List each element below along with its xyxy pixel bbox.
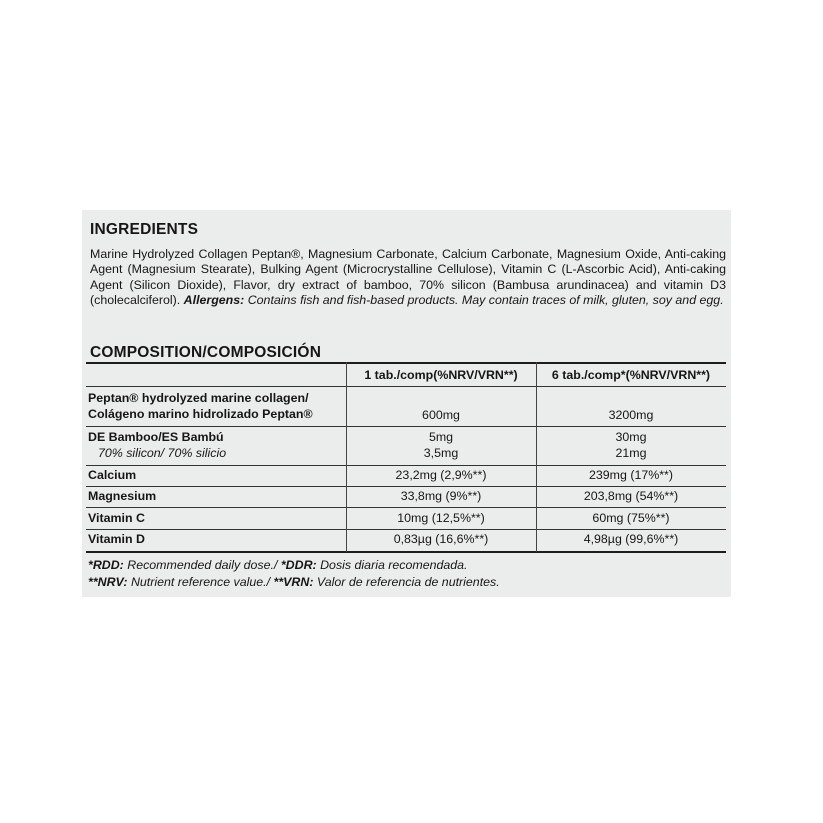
- row-collagen-value-2: 3200mg: [608, 408, 654, 422]
- row-collagen-label-1: Peptan® hydrolyzed marine collagen/: [88, 391, 309, 405]
- row-bamboo-value-2: 30mg: [615, 430, 647, 444]
- row-silicon-value-1: 3,5mg: [423, 446, 459, 460]
- ddr-text: Dosis diaria recomendada.: [320, 558, 468, 572]
- row-calcium-value-2: 239mg (17%**): [588, 468, 674, 482]
- allergens-label: Allergens:: [183, 293, 245, 308]
- row-rule: [86, 465, 726, 466]
- footnote-nrv: [88, 574, 500, 590]
- column-header-1-tab: 1 tab./comp(%NRV/VRN**): [364, 368, 518, 382]
- row-bamboo-label: DE Bamboo/ES Bambú: [88, 430, 224, 444]
- row-silicon-label: 70% silicon/ 70% silicio: [98, 446, 227, 460]
- footnote-rdd: [88, 557, 468, 573]
- header-rule: [86, 386, 726, 387]
- row-magnesium-value-1: 33,8mg (9%**): [400, 489, 482, 503]
- ingredients-text: [90, 247, 726, 309]
- row-collagen-label-2: Colágeno marino hidrolizado Peptan®: [88, 407, 313, 421]
- row-bamboo-value-1: 5mg: [428, 430, 454, 444]
- vrn-abbr: **VRN:: [273, 575, 314, 589]
- row-calcium-value-1: 23,2mg (2,9%**): [395, 468, 487, 482]
- ingredients-title: INGREDIENTS: [90, 221, 199, 238]
- row-vitamin-c-label: Vitamin C: [88, 511, 145, 525]
- rdd-text: Recommended daily dose./: [127, 558, 278, 572]
- row-vitamin-d-value-1: 0,83µg (16,6%**): [393, 532, 489, 546]
- column-divider-middle: [536, 362, 537, 552]
- nrv-abbr: **NRV:: [88, 575, 128, 589]
- rdd-abbr: *RDD:: [88, 558, 124, 572]
- row-vitamin-d-label: Vitamin D: [88, 532, 145, 546]
- row-magnesium-label: Magnesium: [88, 489, 157, 503]
- row-rule: [86, 486, 726, 487]
- column-divider-left: [346, 362, 347, 552]
- nrv-text: Nutrient reference value./: [130, 575, 271, 589]
- row-vitamin-c-value-2: 60mg (75%**): [592, 511, 670, 525]
- table-top-rule: [86, 362, 726, 364]
- row-vitamin-c-value-1: 10mg (12,5%**): [397, 511, 485, 525]
- column-header-6-tab: 6 tab./comp*(%NRV/VRN**): [551, 368, 711, 382]
- ingredients-list: Marine Hydrolyzed Collagen Peptan®, Magnesium Carbonate, Calcium Carbonate, Magnesium Oxide, Anti-caking Agent (Magnesium Stearate), Bulking Agent (Microcrystalline Cellulose), Vitamin C (L-Ascorbic Acid), Anti-caking Agent (Silicon Dioxide), Flavor, dry extract of bamboo, 70% silicon (Bambusa arundinacea) and vitamin D3 (cholecalciferol).: [90, 247, 726, 308]
- composition-title: COMPOSITION/COMPOSICIÓN: [90, 344, 322, 361]
- vrn-text: Valor de referencia de nutrientes.: [316, 575, 500, 589]
- ddr-abbr: *DDR:: [280, 558, 317, 572]
- row-magnesium-value-2: 203,8mg (54%**): [583, 489, 679, 503]
- row-calcium-label: Calcium: [88, 468, 137, 482]
- row-rule: [86, 507, 726, 508]
- row-rule: [86, 426, 726, 427]
- row-collagen-value-1: 600mg: [422, 408, 460, 422]
- row-rule: [86, 529, 726, 530]
- row-silicon-value-2: 21mg: [615, 446, 647, 460]
- allergens-text: Contains fish and fish-based products. May contain traces of milk, gluten, soy and egg.: [247, 293, 724, 308]
- row-vitamin-d-value-2: 4,98µg (99,6%**): [583, 532, 679, 546]
- table-bottom-rule: [86, 551, 726, 553]
